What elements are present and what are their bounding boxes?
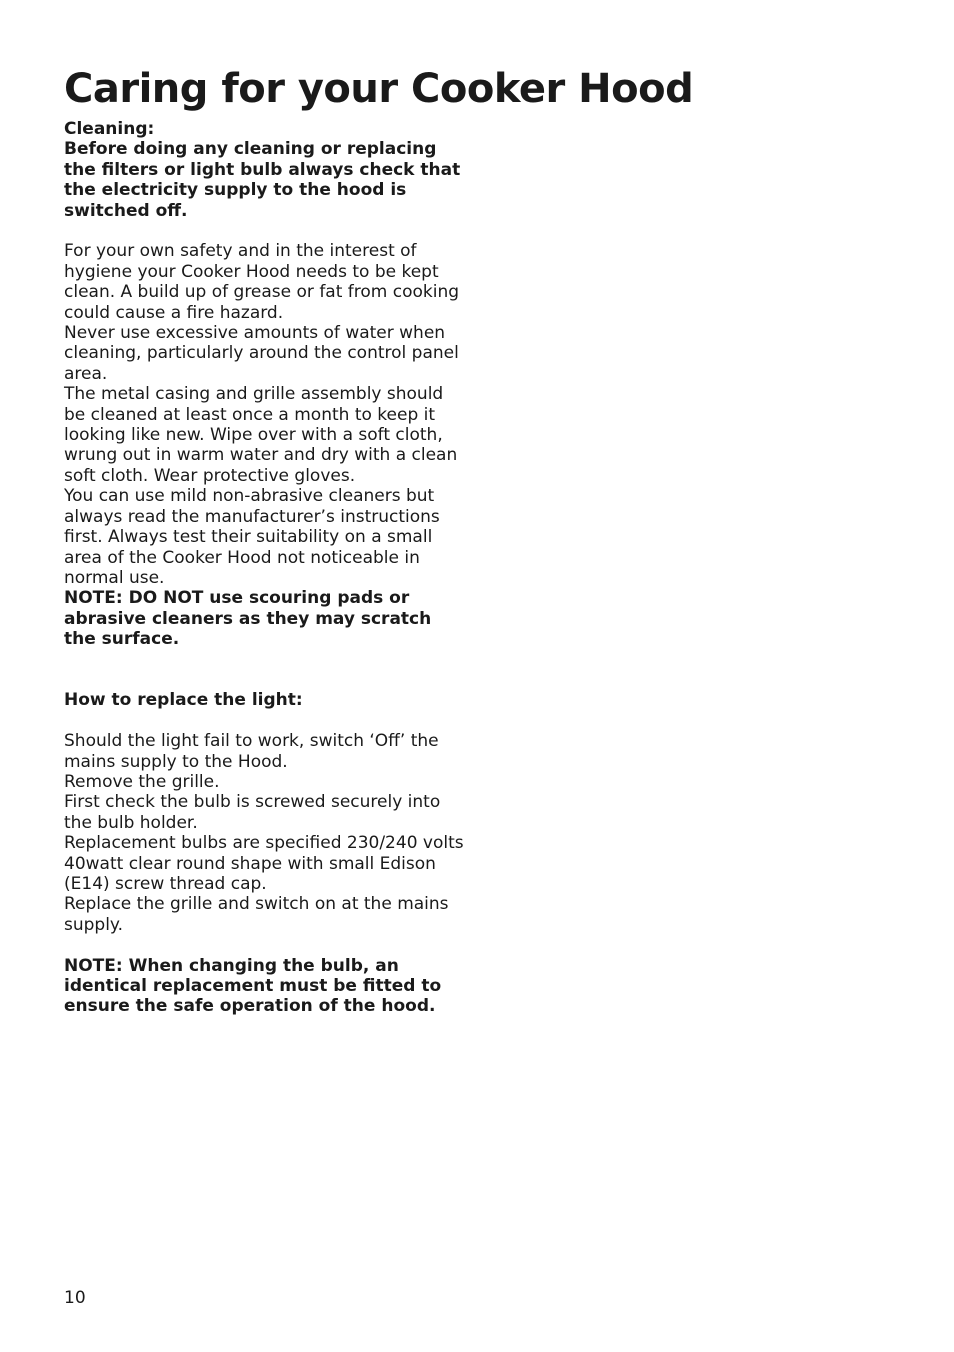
light-paragraph: Remove the grille. xyxy=(64,771,220,792)
light-paragraph: Should the light fail to work, switch ‘Off’ the mains supply to the Hood. xyxy=(64,731,439,772)
cleaning-warning: Before doing any cleaning or replacing the filters or light bulb always check that the electricity supply to the hood is switched off. xyxy=(64,139,461,221)
page-title: Caring for your Cooker Hood xyxy=(64,66,694,112)
cleaning-paragraph: You can use mild non-abrasive cleaners but always read the manufacturer’s instructions first. Always test their suitability on a small area of the Cooker Hood not noticeable in normal use. xyxy=(64,486,440,588)
cleaning-paragraph: The metal casing and grille assembly should be cleaned at least once a month to keep it looking like new. Wipe over with a soft cloth, wrung out in warm water and dry with a clean soft cloth. Wear protective gloves. xyxy=(64,384,458,486)
cleaning-section xyxy=(64,119,464,650)
light-heading: How to replace the light: xyxy=(64,690,303,711)
spacer xyxy=(64,650,464,691)
cleaning-paragraph: Never use excessive amounts of water when cleaning, particularly around the control panel area. xyxy=(64,323,459,384)
light-paragraph: Replacement bulbs are specified 230/240 volts 40watt clear round shape with small Edison (E14) screw thread cap. xyxy=(64,833,464,894)
spacer xyxy=(64,711,464,731)
page-number: 10 xyxy=(64,1288,86,1308)
light-note: NOTE: When changing the bulb, an identical replacement must be fitted to ensure the safe operation of the hood. xyxy=(64,955,442,1017)
spacer xyxy=(64,935,464,955)
spacer xyxy=(64,221,464,241)
light-paragraph: First check the bulb is screwed securely into the bulb holder. xyxy=(64,792,441,833)
light-paragraph: Replace the grille and switch on at the mains supply. xyxy=(64,894,449,935)
content-column xyxy=(64,119,464,1017)
cleaning-note: NOTE: DO NOT use scouring pads or abrasive cleaners as they may scratch the surface. xyxy=(64,588,432,650)
cleaning-paragraph: For your own safety and in the interest of hygiene your Cooker Hood needs to be kept clean. A build up of grease or fat from cooking could cause a fire hazard. xyxy=(64,241,460,323)
light-section xyxy=(64,690,464,1016)
cleaning-heading: Cleaning: xyxy=(64,119,155,139)
